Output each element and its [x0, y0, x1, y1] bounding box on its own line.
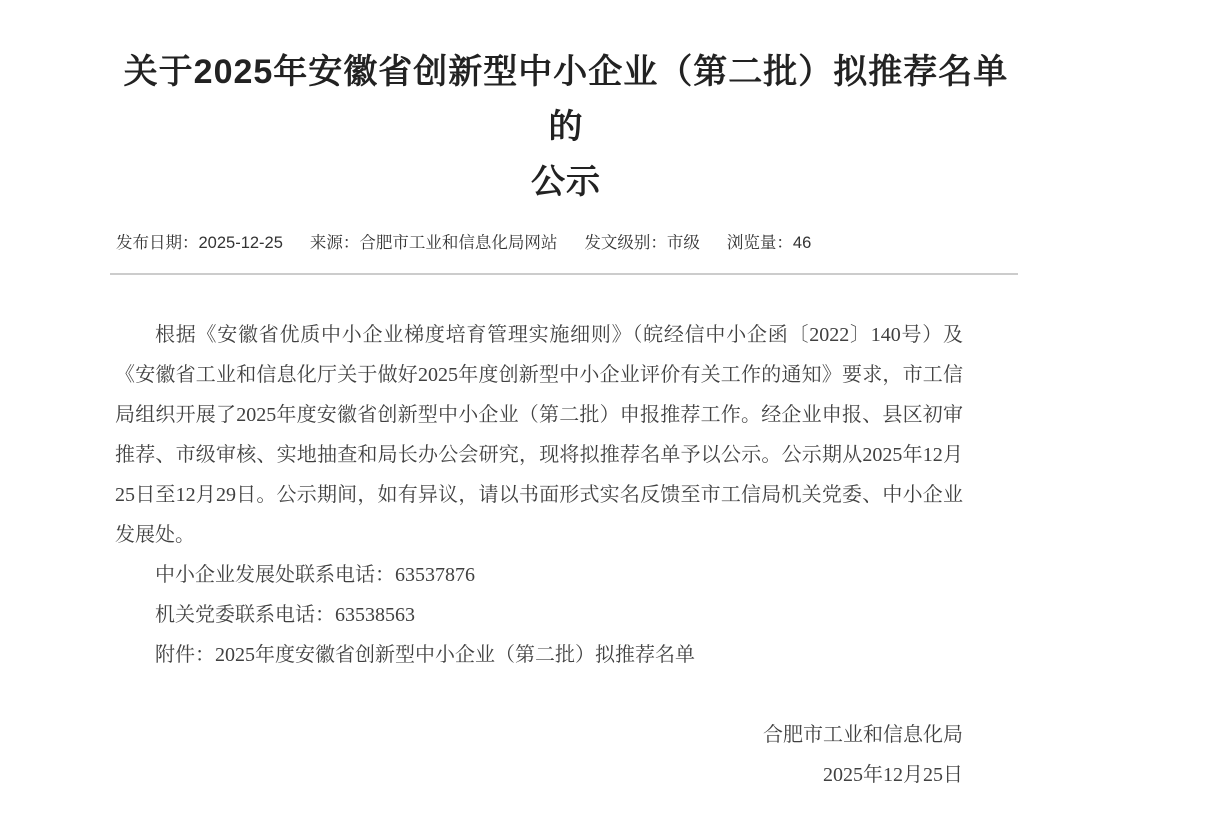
- attachment-line: 附件：2025年度安徽省创新型中小企业（第二批）拟推荐名单: [155, 644, 695, 666]
- page-title-line-2: 公示: [531, 163, 601, 201]
- article-meta-bar: [110, 232, 1022, 254]
- article-content: [110, 45, 1022, 795]
- view-count-value: 46: [792, 234, 812, 252]
- page-title-line-1: 关于2025年安徽省创新型中小企业（第二批）拟推荐名单的: [123, 53, 1009, 146]
- article-body: [115, 315, 963, 795]
- contact-line-party-committee: 机关党委联系电话：63538563: [155, 604, 415, 626]
- publish-date-label: 发布日期：: [116, 234, 199, 252]
- document-level-value: 市级: [666, 234, 700, 252]
- signature-block: [115, 715, 963, 795]
- announcement-paragraph: 根据《安徽省优质中小企业梯度培育管理实施细则》（皖经信中小企函〔2022〕140号）及《安徽省工业和信息化厅关于做好2025年度创新型中小企业评价有关工作的通知》要求，市工信局组织开展了2025年度安徽省创新型中小企业（第二批）申报推荐工作。经企业申报、县区初审推荐、市级审核、实地抽查和局长办公会研究，现将拟推荐名单予以公示。公示期从2025年12月25日至12月29日。公示期间，如有异议，请以书面形式实名反馈至市工信局机关党委、中小企业发展处。: [115, 324, 963, 546]
- meta-divider: [110, 273, 1018, 275]
- signature-date: 2025年12月25日: [823, 764, 963, 786]
- signature-issuer: 合肥市工业和信息化局: [763, 724, 963, 746]
- meta-item-view-count: [727, 232, 811, 254]
- meta-item-source: [310, 232, 558, 254]
- meta-item-document-level: [584, 232, 700, 254]
- meta-item-publish-date: [116, 232, 283, 254]
- source-label: 来源：: [309, 234, 360, 252]
- document-level-label: 发文级别：: [584, 234, 667, 252]
- view-count-label: 浏览量：: [726, 234, 793, 252]
- source-value: 合肥市工业和信息化局网站: [359, 234, 558, 252]
- page-title: [110, 45, 1022, 210]
- contact-line-smb-development-office: 中小企业发展处联系电话：63537876: [155, 564, 475, 586]
- publish-date-value: 2025-12-25: [198, 234, 283, 252]
